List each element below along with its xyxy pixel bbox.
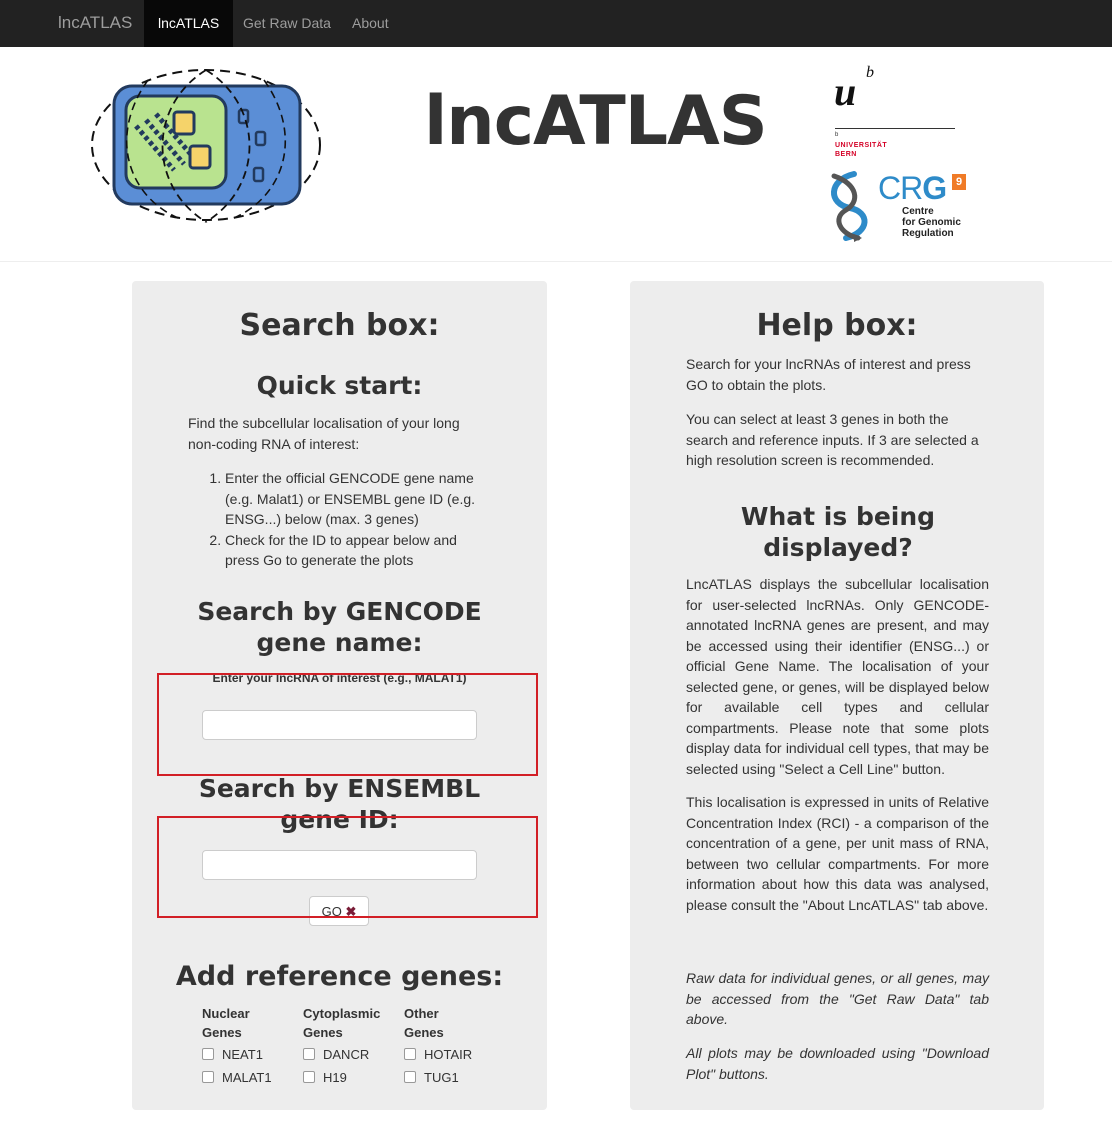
- unibe-logo-small-b: b: [835, 132, 839, 138]
- checkbox-label: DANCR: [323, 1047, 370, 1062]
- crg-logo-text: [878, 170, 946, 207]
- checkbox-tug1[interactable]: [404, 1070, 459, 1086]
- help-paragraph-5: Raw data for individual genes, or all genes, may be accessed from the "Get Raw Data" tab above.: [686, 970, 989, 1027]
- cytoplasmic-heading-line1: Cytoplasmic: [303, 1006, 381, 1021]
- checkbox-square[interactable]: [202, 1071, 214, 1083]
- checkbox-hotair[interactable]: [404, 1047, 472, 1063]
- site-title: lncATLAS: [424, 82, 767, 161]
- nav-tab-get-raw-data[interactable]: Get Raw Data: [243, 15, 331, 31]
- crg-text-light: CR: [878, 170, 923, 206]
- crg-logo-figure: 9: [952, 174, 966, 190]
- go-button-label: GO: [321, 904, 342, 919]
- navbar: [0, 0, 1112, 47]
- checkbox-neat1[interactable]: [202, 1047, 263, 1063]
- unibe-name-line2: BERN: [835, 151, 857, 158]
- checkbox-malat1[interactable]: [202, 1070, 272, 1086]
- help-paragraph-6: All plots may be downloaded using "Download Plot" buttons.: [686, 1045, 989, 1082]
- unibe-logo-superscript: b: [866, 64, 874, 81]
- cytoplasmic-genes-heading: [303, 1004, 380, 1042]
- crg-subtitle-line2: for Genomic: [902, 217, 961, 228]
- quick-start-step: 2. Check for the ID to appear below and press Go to generate the plots: [225, 530, 495, 571]
- nuclear-heading-line2: Genes: [202, 1025, 242, 1040]
- crg-subtitle-line1: Centre: [902, 206, 934, 217]
- reference-genes-title: Add reference genes:: [175, 961, 504, 992]
- checkbox-label: HOTAIR: [424, 1047, 473, 1062]
- checkbox-label: NEAT1: [222, 1047, 263, 1062]
- cytoplasmic-heading-line2: Genes: [303, 1025, 343, 1040]
- checkbox-square[interactable]: [404, 1048, 416, 1060]
- help-paragraph-2: You can select at least 3 genes in both the search and reference inputs. If 3 are selected a high resolution screen is recommended.: [686, 411, 979, 468]
- close-icon: ✖: [345, 904, 357, 919]
- what-displayed-title: What is being displayed?: [740, 502, 936, 562]
- crg-subtitle-line3: Regulation: [902, 228, 954, 239]
- checkbox-dancr[interactable]: [303, 1047, 369, 1063]
- help-paragraph-1: Search for your lncRNAs of interest and press GO to obtain the plots.: [686, 356, 971, 393]
- crg-helix-icon: [824, 170, 884, 242]
- quick-start-steps: [188, 468, 495, 571]
- checkbox-label: H19: [323, 1070, 347, 1085]
- unibe-name-line1: UNIVERSITÄT: [835, 142, 888, 149]
- checkbox-square[interactable]: [303, 1071, 315, 1083]
- gencode-search-title: Search by GENCODE gene name:: [197, 597, 482, 657]
- cell-logo-icon: [88, 66, 328, 228]
- nuclear-genes-heading: [202, 1004, 250, 1042]
- crg-text-bold: G: [922, 170, 947, 206]
- checkbox-label: MALAT1: [222, 1070, 272, 1085]
- checkbox-square[interactable]: [303, 1048, 315, 1060]
- quick-start-title: Quick start:: [256, 371, 423, 400]
- checkbox-square[interactable]: [404, 1071, 416, 1083]
- other-heading-line1: Other: [404, 1006, 439, 1021]
- other-genes-heading: [404, 1004, 444, 1042]
- help-paragraph-4: This localisation is expressed in units of Relative Concentration Index (RCI) - a comparison of the concentration of a gene, per unit mass of RNA, between two cellular compartments. For more information about how this data was analysed, please consult the "About LncATLAS" tab above.: [686, 794, 989, 913]
- quick-start-step: 1. Enter the official GENCODE gene name (e.g. Malat1) or ENSEMBL gene ID (e.g. ENSG...) below (max. 3 genes): [225, 468, 495, 530]
- help-box-title: Help box:: [756, 308, 918, 343]
- checkbox-h19[interactable]: [303, 1070, 347, 1086]
- other-heading-line2: Genes: [404, 1025, 444, 1040]
- checkbox-label: TUG1: [424, 1070, 459, 1085]
- crg-logo-subtitle: [902, 206, 961, 239]
- nav-tab-about[interactable]: About: [352, 15, 389, 31]
- nav-tab-lncatlas[interactable]: lncATLAS: [144, 0, 233, 47]
- nuclear-heading-line1: Nuclear: [202, 1006, 250, 1021]
- ensembl-search-title: Search by ENSEMBL gene ID:: [198, 774, 481, 834]
- help-paragraph-3: LncATLAS displays the subcellular localisation for user-selected lncRNAs. Only GENCODE-annotated lncRNA genes are present, and may be accessed using their identifier (ENSG...) or official Gene Name. The localisation of your selected gene, or genes, will be displayed below for available cell types and cellular compartments. Please note that some plots display data for individual cell types, that may be selected using "Select a Cell Line" button.: [686, 576, 989, 777]
- search-box-title: Search box:: [239, 308, 440, 343]
- navbar-brand[interactable]: lncATLAS: [58, 13, 133, 32]
- unibe-logo-name: [835, 141, 887, 159]
- gencode-input-label: Enter your lncRNA of interest (e.g., MALAT1): [212, 671, 467, 685]
- highlight-box-gencode: [157, 673, 538, 776]
- unibe-logo-letter: u: [834, 69, 857, 114]
- quick-start-intro: Find the subcellular localisation of your long non-coding RNA of interest:: [188, 415, 460, 452]
- checkbox-square[interactable]: [202, 1048, 214, 1060]
- highlight-box-ensembl: [157, 816, 538, 918]
- unibe-logo-rule: [835, 128, 955, 129]
